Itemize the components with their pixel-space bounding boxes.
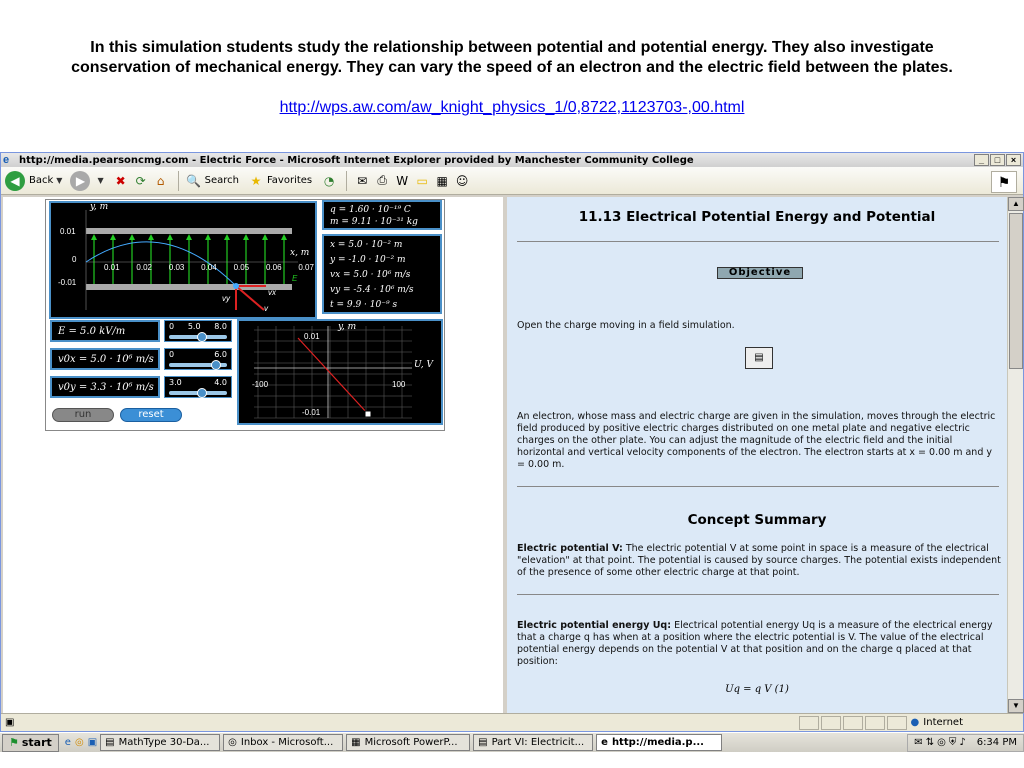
task-media[interactable]: [596, 734, 722, 751]
divider: [517, 486, 999, 487]
scroll-up-icon[interactable]: ▲: [1008, 197, 1024, 211]
sim-x-tick: 0.06: [265, 263, 282, 272]
outlook-quick-icon[interactable]: ◎: [74, 737, 84, 748]
graph-x-left: -100: [252, 380, 269, 389]
task-part-vi[interactable]: [473, 734, 593, 751]
stop-icon[interactable]: ✖: [115, 173, 126, 188]
readout-vy: vy = -5.4 · 10⁶ m/s: [330, 285, 414, 295]
vector-label-vy: vy: [222, 294, 230, 303]
favorites-button[interactable]: [247, 172, 312, 190]
v0y-control: v0y = 3.3 · 10⁶ m/s: [50, 376, 160, 398]
home-icon[interactable]: ⌂: [156, 173, 165, 188]
star-icon: ★: [250, 173, 262, 188]
start-label: start: [21, 736, 52, 749]
readout-t: t = 9.9 · 10⁻⁹ s: [330, 300, 398, 310]
slider-mid: 5.0: [187, 322, 201, 331]
slider-max: 4.0: [214, 378, 227, 387]
zone-label: Internet: [923, 717, 963, 728]
folder-icon[interactable]: ▭: [416, 173, 428, 188]
windows-logo-icon: ⚑: [991, 171, 1017, 193]
ie-icon: e: [601, 737, 608, 748]
readout-y: y = -1.0 · 10⁻² m: [330, 255, 406, 265]
tray-shield-icon[interactable]: ⛨: [948, 737, 957, 748]
sim-x-tick: 0.04: [201, 263, 217, 272]
objective-button[interactable]: Objective: [717, 267, 803, 279]
slider-knob[interactable]: [197, 388, 207, 398]
search-icon: 🔍: [186, 173, 202, 188]
tray-network-icon[interactable]: ⇅: [925, 737, 935, 748]
system-tray: [907, 734, 1024, 752]
minimize-button[interactable]: _: [974, 154, 989, 166]
status-bar: [1, 713, 1023, 731]
concept-summary-title: Concept Summary: [687, 512, 827, 528]
vector-label-v: v: [264, 304, 268, 313]
back-arrow-icon: ◀: [5, 171, 25, 191]
tray-mail-icon[interactable]: ✉: [914, 737, 923, 748]
task-mathtype[interactable]: [100, 734, 220, 751]
search-button[interactable]: [185, 172, 239, 190]
simulation-launch-icon[interactable]: ▤: [745, 347, 773, 369]
slider-min: 3.0: [169, 378, 182, 387]
scroll-down-icon[interactable]: ▼: [1008, 699, 1024, 713]
electric-potential-text: [517, 543, 1001, 579]
field-label-e: E: [292, 274, 298, 283]
v0y-slider[interactable]: [164, 376, 232, 398]
task-label: Microsoft PowerP...: [364, 737, 458, 748]
epe-label: Electric potential energy Uq:: [517, 620, 672, 631]
slide-caption: In this simulation students study the relationship between potential and potential energy. They also investigate conservation of mechanical energy. They can vary the speed of an electron and the electric field between the plates.: [71, 39, 953, 76]
simulation-description: An electron, whose mass and electric charge are given in the simulation, moves through the electric field produced by positive electric charges distributed on one metal plate and negative electric charges on the other plate. You can adjust the magnitude of the electric field and the initial horizontal and vertical velocity components of the electron. The electron starts at x = 0.00 m and y = 0.00 m.: [517, 411, 996, 470]
sim-x-tick: 0.03: [168, 263, 185, 272]
close-button[interactable]: ×: [1006, 154, 1021, 166]
sim-x-tick: 0.01: [104, 263, 120, 272]
chevron-down-icon: ▼: [97, 176, 104, 185]
simulation-applet: [45, 199, 445, 431]
zone-indicator: [911, 717, 963, 728]
forward-button[interactable]: [70, 171, 103, 191]
slider-min: 0: [169, 322, 175, 331]
task-label: Inbox - Microsoft...: [240, 737, 334, 748]
doc-icon: ▤: [105, 737, 115, 748]
ep-body: The electric potential V at some point in space is a measure of the electrical "elevation" at that point. The potential is caused by source charges. The potential exists independent of the presence of some other electric charge at that point.: [517, 543, 1001, 578]
task-label: MathType 30-Da...: [118, 737, 210, 748]
messenger-icon[interactable]: ☺: [455, 173, 469, 188]
print-icon[interactable]: ⎙: [377, 173, 387, 187]
title-bar: [1, 153, 1023, 167]
graph-y-label: y, m: [338, 322, 357, 332]
field-control: E = 5.0 kV/m: [50, 320, 160, 342]
slider-knob[interactable]: [197, 332, 207, 342]
slider-max: 8.0: [214, 322, 227, 331]
v0x-slider[interactable]: [164, 348, 232, 370]
readout-vx: vx = 5.0 · 10⁶ m/s: [330, 270, 411, 280]
start-button[interactable]: [2, 734, 59, 752]
sim-x-ticks: [104, 263, 314, 272]
readout-x: x = 5.0 · 10⁻² m: [330, 240, 403, 250]
search-label: Search: [204, 175, 239, 186]
electric-potential-energy-text: [517, 620, 1001, 668]
readout-panel: [322, 234, 442, 314]
maximize-button[interactable]: □: [990, 154, 1005, 166]
favorites-label: Favorites: [266, 175, 313, 186]
window-title: http://media.pearsoncmg.com - Electric Force - Microsoft Internet Explorer provided by Manchester Community College: [19, 154, 694, 166]
charge-value: q = 1.60 · 10⁻¹⁹ C: [330, 205, 411, 215]
slider-knob[interactable]: [211, 360, 221, 370]
back-label: Back: [29, 175, 54, 186]
slider-min: 0: [169, 350, 175, 359]
run-button[interactable]: run: [52, 408, 114, 422]
slider-max: 6.0: [214, 350, 227, 359]
ppt-icon: ▦: [351, 737, 361, 748]
chevron-down-icon: ▼: [56, 176, 63, 185]
graph-x-label: U, V: [414, 360, 433, 370]
vertical-scrollbar[interactable]: [1007, 197, 1023, 713]
graph-y-top: 0.01: [304, 332, 320, 341]
windows-flag-icon: ⚑: [9, 736, 19, 749]
desktop-quick-icon[interactable]: ▣: [87, 737, 98, 748]
back-button[interactable]: [5, 171, 62, 191]
mass-value: m = 9.11 · 10⁻³¹ kg: [330, 217, 418, 227]
task-label: http://media.p...: [611, 737, 704, 748]
simulation-frame: [3, 197, 503, 713]
field-slider[interactable]: [164, 320, 232, 342]
tray-outlook-icon[interactable]: ◎: [937, 737, 946, 748]
sim-y-axis-label: y, m: [90, 202, 109, 212]
divider: [517, 241, 999, 242]
history-icon[interactable]: ◔: [323, 173, 335, 188]
v0x-control: v0x = 5.0 · 10⁶ m/s: [50, 348, 160, 370]
graph-x-right: 100: [392, 380, 406, 389]
potential-energy-formula: Uq = q V (1): [725, 684, 789, 695]
task-label: Part VI: Electricit...: [491, 737, 585, 748]
quick-launch: [65, 737, 97, 748]
ie-icon: e: [3, 154, 10, 166]
sim-y-tick-bot: -0.01: [58, 278, 77, 287]
sim-y-tick-mid: 0: [72, 255, 77, 264]
open-sim-text: Open the charge moving in a field simulation.: [517, 320, 735, 331]
ie-quick-icon[interactable]: e: [64, 737, 71, 748]
epe-body: Electrical potential energy Uq is a measure of the electrical energy that a charge q has when at a position where the electric potential is V. The value of the electrical potential energy depends on the potential V at that position and on the charge q placed at that position:: [517, 620, 993, 667]
sim-x-axis-label: x, m: [290, 248, 310, 258]
forward-arrow-icon: ▶: [70, 171, 90, 191]
toolbar: [1, 167, 1023, 195]
ep-label: Electric potential V:: [517, 543, 623, 554]
page-content: [3, 197, 1007, 713]
sim-x-tick: 0.07: [298, 263, 314, 272]
globe-icon: ●: [910, 717, 920, 728]
divider: [517, 594, 999, 595]
constants-panel: [322, 200, 442, 230]
reset-button[interactable]: reset: [120, 408, 182, 422]
sim-y-tick-top: 0.01: [60, 227, 76, 236]
vector-label-vx: vx: [268, 288, 276, 297]
research-icon[interactable]: ▦: [436, 173, 448, 188]
mail-icon[interactable]: ✉: [357, 173, 368, 188]
doc-icon: ▤: [478, 737, 488, 748]
task-powerpoint[interactable]: [346, 734, 470, 751]
slide-link[interactable]: http://wps.aw.com/aw_knight_physics_1/0,8722,1123703-,00.html: [279, 99, 745, 116]
mail-icon: ◎: [228, 737, 237, 748]
graph-y-bottom: -0.01: [302, 408, 321, 417]
page-icon: ▣: [5, 717, 15, 728]
scroll-thumb[interactable]: [1009, 213, 1023, 369]
description-frame: [507, 197, 1007, 713]
tray-clock: 6:34 PM: [976, 737, 1017, 748]
tray-volume-icon[interactable]: ♪: [959, 737, 966, 748]
edit-icon[interactable]: W: [396, 173, 409, 188]
browser-window: [0, 152, 1024, 732]
refresh-icon[interactable]: ⟳: [135, 173, 146, 188]
sim-x-tick: 0.02: [136, 263, 152, 272]
taskbar: [0, 732, 1024, 752]
section-title: 11.13 Electrical Potential Energy and Potential: [578, 209, 936, 225]
sim-x-tick: 0.05: [233, 263, 250, 272]
task-inbox[interactable]: [223, 734, 343, 751]
